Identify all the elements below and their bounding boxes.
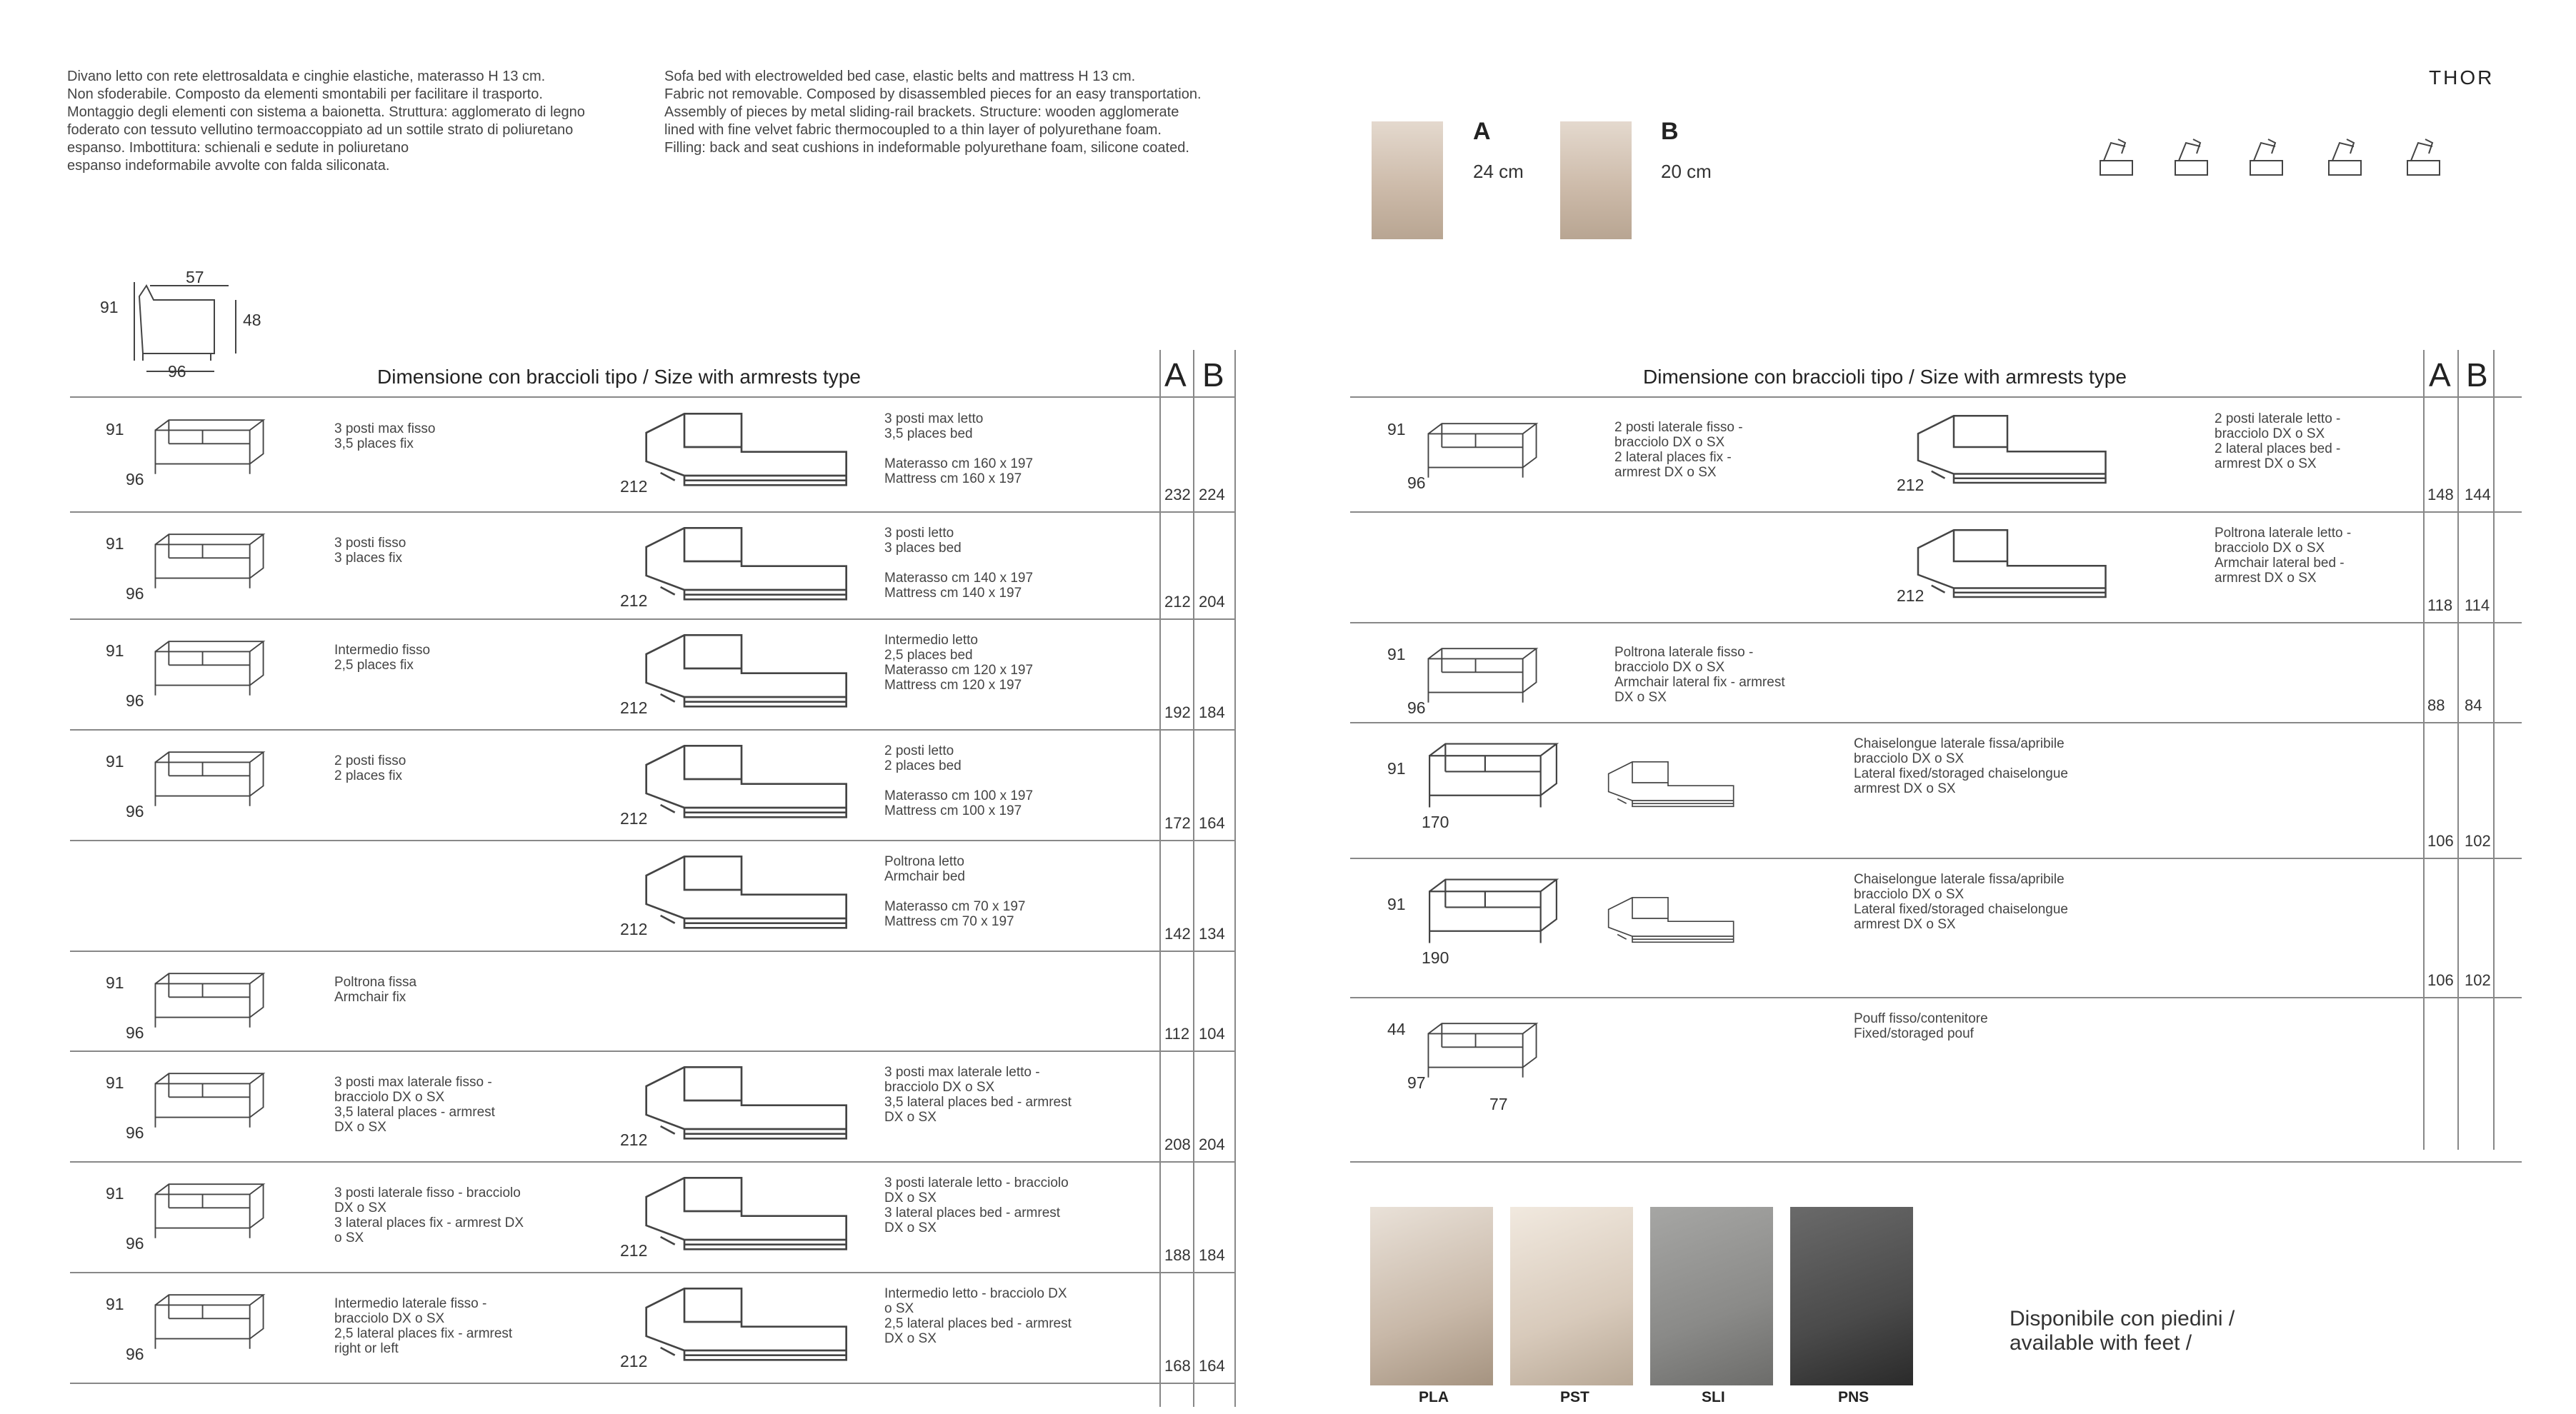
chaiselongue-open-icon xyxy=(1597,736,1739,829)
sofa-bed-icon xyxy=(627,1279,856,1365)
chaiselongue-open-icon xyxy=(1597,872,1739,965)
foot-swatch-pns xyxy=(1790,1207,1913,1385)
armrest-a-size: 24 cm xyxy=(1473,161,1524,182)
fixed-height-label: 91 xyxy=(106,1184,124,1203)
price-a: 188 xyxy=(1164,1246,1191,1264)
bed-depth-label: 212 xyxy=(620,698,648,717)
right-table-row xyxy=(1350,623,2522,723)
price-b: 164 xyxy=(1199,814,1225,832)
foot-swatch-pst xyxy=(1510,1207,1633,1385)
fixed-sofa-icon xyxy=(149,965,270,1036)
row-divider xyxy=(70,1383,1236,1384)
left-table-row xyxy=(70,841,1236,952)
bed-description: Intermedio letto - bracciolo DX o SX 2,5 lateral places bed - armrest DX o SX xyxy=(884,1286,1072,1346)
sofa-bed-drawing xyxy=(627,626,856,711)
fixed-depth-label: 96 xyxy=(126,1023,144,1042)
bed-depth-label: 212 xyxy=(620,1130,648,1149)
fixed-sofa-drawing xyxy=(149,411,270,483)
fixed-sofa-drawing xyxy=(1422,1011,1543,1090)
bed-depth-label: 212 xyxy=(620,809,648,828)
mechanism-step-5-icon xyxy=(2407,139,2440,175)
sofa-bed-drawing xyxy=(1900,404,2115,490)
chaiselongue-open-drawing xyxy=(1597,736,1739,829)
chaiselongue-drawing xyxy=(1422,872,1564,951)
fixed-depth-label: 96 xyxy=(1407,698,1426,717)
bed-description: Intermedio letto 2,5 places bed Materasso cm 120 x 197 Mattress cm 120 x 197 xyxy=(884,633,1034,693)
price-b: 224 xyxy=(1199,486,1225,503)
fixed-sofa-drawing xyxy=(149,1065,270,1136)
fixed-depth-label: 190 xyxy=(1422,948,1449,967)
price-b: 204 xyxy=(1199,1135,1225,1153)
sofa-bed-drawing xyxy=(627,518,856,604)
fixed-description: 3 posti max fisso 3,5 places fix xyxy=(334,421,436,451)
side-depth-top-label: 57 xyxy=(186,268,204,286)
armrest-b-letter: B xyxy=(1661,118,1679,145)
row-divider xyxy=(1350,1161,2522,1163)
chaiselongue-drawing xyxy=(1422,736,1564,815)
sofa-bed-icon xyxy=(627,1058,856,1143)
right-table-row xyxy=(1350,998,2522,1163)
fixed-height-label: 91 xyxy=(106,1073,124,1092)
bed-depth-label: 212 xyxy=(620,477,648,496)
armrest-b-size: 20 cm xyxy=(1661,161,1712,182)
price-a: 192 xyxy=(1164,703,1191,721)
foot-label-pst: PST xyxy=(1560,1389,1589,1405)
fixed-sofa-drawing xyxy=(149,526,270,597)
fixed-depth-label: 96 xyxy=(126,584,144,603)
bed-description: Chaiselongue laterale fissa/apribile bracciolo DX o SX Lateral fixed/storaged chaiselongue armrest DX o SX xyxy=(1854,736,2068,796)
sofa-bed-drawing xyxy=(627,847,856,933)
bed-description: Poltrona letto Armchair bed Materasso cm 70 x 197 Mattress cm 70 x 197 xyxy=(884,854,1026,929)
price-a: 106 xyxy=(2427,832,2454,850)
fixed-depth-label: 96 xyxy=(126,1234,144,1253)
fixed-height-label: 91 xyxy=(106,752,124,771)
side-height-label: 91 xyxy=(100,298,119,316)
fixed-sofa-icon xyxy=(1422,1011,1543,1090)
side-depth-label: 96 xyxy=(168,362,186,381)
price-b: 84 xyxy=(2465,696,2482,714)
intro-italian: Divano letto con rete elettrosaldata e cinghie elastiche, materasso H 13 cm. Non sfoderabile. Composto da elementi smontabili per facilitare il trasporto. Montaggio degli elementi con sistema a baionetta. Struttura: agglomerato di legno foderato con tessuto vellutino termoaccoppiato ad un sottile strato di poliuretano espanso. Imbottitura: schienali e sedute in poliuretano espanso indeformabile avvolte con falda siliconata. xyxy=(67,69,585,174)
bed-description: Chaiselongue laterale fissa/apribile bracciolo DX o SX Lateral fixed/storaged chaiselongue armrest DX o SX xyxy=(1854,872,2068,932)
mechanism-step-4-icon xyxy=(2329,139,2361,175)
fixed-height-label: 44 xyxy=(1387,1020,1406,1038)
fixed-depth-label: 96 xyxy=(126,802,144,821)
chaiselongue-icon xyxy=(1422,872,1564,951)
fixed-sofa-icon xyxy=(1422,411,1543,490)
right-table-header: Dimensione con braccioli tipo / Size with armrests type xyxy=(1643,366,2127,388)
left-table-row xyxy=(70,1273,1236,1384)
price-a: 168 xyxy=(1164,1357,1191,1375)
price-a: 118 xyxy=(2427,596,2453,614)
mechanism-step-2-icon xyxy=(2175,139,2207,175)
brand-title: THOR xyxy=(2429,66,2495,89)
right-size-table xyxy=(1350,350,2522,1150)
intro-english: Sofa bed with electrowelded bed case, elastic belts and mattress H 13 cm. Fabric not removable. Composed by disassembled pieces for an easy transportation. Assembly of pieces by metal sliding-rail brackets. Structure: wooden agglomerate lined with fine velvet fabric thermocoupled to a thin layer of polyurethane foam. Filling: back and seat cushions in indeformable polyurethane foam, silicone coated. xyxy=(664,69,1202,156)
bed-description: Pouff fisso/contenitore Fixed/storaged pouf xyxy=(1854,1011,1988,1041)
fixed-depth-label: 96 xyxy=(126,691,144,710)
fixed-height-label: 91 xyxy=(106,420,124,438)
foot-swatch-pla xyxy=(1370,1207,1493,1385)
fixed-height-label: 91 xyxy=(1387,645,1406,663)
price-a: 106 xyxy=(2427,971,2454,989)
price-a: 172 xyxy=(1164,814,1191,832)
price-a: 142 xyxy=(1164,925,1191,943)
price-a: 112 xyxy=(1164,1025,1190,1043)
bed-description: Poltrona laterale letto - bracciolo DX o SX Armchair lateral bed - armrest DX o SX xyxy=(2215,526,2352,586)
fixed-width-label: 77 xyxy=(1489,1095,1508,1113)
sofa-bed-icon xyxy=(627,736,856,822)
left-table-row xyxy=(70,620,1236,731)
fixed-depth-label: 97 xyxy=(1407,1073,1426,1092)
mechanism-step-3-icon xyxy=(2250,139,2282,175)
sofa-bed-drawing xyxy=(627,1168,856,1254)
fixed-description: 2 posti fisso 2 places fix xyxy=(334,753,406,783)
fixed-height-label: 91 xyxy=(106,641,124,660)
left-table-row xyxy=(70,952,1236,1052)
feet-availability-text: Disponibile con piedini / available with feet / xyxy=(2010,1307,2235,1355)
fixed-depth-label: 96 xyxy=(1407,473,1426,492)
sofa-bed-icon xyxy=(627,404,856,490)
fixed-description: Poltrona laterale fisso - bracciolo DX o SX Armchair lateral fix - armrest DX o SX xyxy=(1614,645,1785,705)
left-col-b-header: B xyxy=(1202,356,1224,393)
fixed-sofa-icon xyxy=(149,1065,270,1136)
price-b: 164 xyxy=(1199,1357,1225,1375)
left-table-row xyxy=(70,398,1236,513)
fixed-sofa-icon xyxy=(149,1286,270,1358)
bed-depth-label: 212 xyxy=(1897,476,1924,494)
sofa-bed-icon xyxy=(627,518,856,604)
price-b: 184 xyxy=(1199,1246,1225,1264)
bed-description: 2 posti letto 2 places bed Materasso cm 100 x 197 Mattress cm 100 x 197 xyxy=(884,743,1034,818)
sofa-bed-icon xyxy=(1900,404,2115,490)
sofa-bed-icon xyxy=(627,847,856,933)
fixed-sofa-icon xyxy=(1422,636,1543,715)
sofa-bed-drawing xyxy=(1900,518,2115,604)
bed-depth-label: 212 xyxy=(620,591,648,610)
fixed-height-label: 91 xyxy=(1387,895,1406,913)
fixed-description: Intermedio fisso 2,5 places fix xyxy=(334,643,431,673)
price-a: 232 xyxy=(1164,486,1191,503)
feet-section xyxy=(1370,1207,2513,1407)
fixed-depth-label: 170 xyxy=(1422,813,1449,831)
fixed-sofa-drawing xyxy=(149,1286,270,1358)
fixed-height-label: 91 xyxy=(106,534,124,553)
side-seat-label: 48 xyxy=(243,311,261,329)
price-a: 88 xyxy=(2427,696,2445,714)
right-table-row xyxy=(1350,513,2522,623)
fixed-depth-label: 96 xyxy=(126,470,144,488)
fixed-height-label: 91 xyxy=(106,973,124,992)
bed-description: 3 posti letto 3 places bed Materasso cm 140 x 197 Mattress cm 140 x 197 xyxy=(884,526,1034,601)
fixed-sofa-icon xyxy=(149,526,270,597)
left-table-row xyxy=(70,731,1236,841)
sofa-bed-drawing xyxy=(627,1058,856,1143)
armrest-b-photo xyxy=(1560,121,1632,239)
mechanism-step-1-icon xyxy=(2100,139,2132,175)
fixed-sofa-drawing xyxy=(149,1175,270,1247)
price-a: 208 xyxy=(1164,1135,1191,1153)
chaiselongue-open-drawing xyxy=(1597,872,1739,965)
fixed-depth-label: 96 xyxy=(126,1345,144,1363)
bed-description: 3 posti max letto 3,5 places bed Materasso cm 160 x 197 Mattress cm 160 x 197 xyxy=(884,411,1034,486)
price-a: 212 xyxy=(1164,593,1191,611)
mechanism-steps xyxy=(2097,129,2497,200)
bed-description: 2 posti laterale letto - bracciolo DX o SX 2 lateral places bed - armrest DX o SX xyxy=(2215,411,2341,471)
bed-depth-label: 212 xyxy=(1897,586,1924,605)
fixed-description: 2 posti laterale fisso - bracciolo DX o SX 2 lateral places fix - armrest DX o SX xyxy=(1614,420,1743,480)
left-table-row xyxy=(70,1163,1236,1273)
fixed-sofa-icon xyxy=(149,743,270,815)
left-col-a-header: A xyxy=(1164,356,1187,393)
fixed-sofa-icon xyxy=(149,633,270,704)
fixed-sofa-drawing xyxy=(149,965,270,1036)
price-b: 102 xyxy=(2465,832,2491,850)
fixed-description: 3 posti laterale fisso - bracciolo DX o SX 3 lateral places fix - armrest DX o SX xyxy=(334,1185,524,1245)
bed-depth-label: 212 xyxy=(620,920,648,938)
price-a: 148 xyxy=(2427,486,2454,503)
sofa-bed-icon xyxy=(1900,518,2115,604)
price-b: 102 xyxy=(2465,971,2491,989)
foot-swatch-sli xyxy=(1650,1207,1773,1385)
left-table-header: Dimensione con braccioli tipo / Size with armrests type xyxy=(377,366,861,388)
fixed-height-label: 91 xyxy=(1387,420,1406,438)
price-b: 184 xyxy=(1199,703,1225,721)
armrest-a-letter: A xyxy=(1473,118,1491,145)
sofa-bed-icon xyxy=(627,1168,856,1254)
sofa-bed-drawing xyxy=(627,736,856,822)
right-table-row xyxy=(1350,398,2522,513)
foot-label-pla: PLA xyxy=(1419,1389,1449,1405)
fixed-sofa-drawing xyxy=(1422,411,1543,490)
sofa-bed-icon xyxy=(627,626,856,711)
price-b: 114 xyxy=(2465,596,2490,614)
fixed-description: Poltrona fissa Armchair fix xyxy=(334,975,417,1005)
right-col-b-header: B xyxy=(2466,356,2488,393)
left-table-row xyxy=(70,1052,1236,1163)
right-table-row xyxy=(1350,859,2522,998)
fixed-sofa-drawing xyxy=(149,633,270,704)
left-table-row xyxy=(70,513,1236,620)
left-size-table xyxy=(70,350,1236,1407)
fixed-height-label: 91 xyxy=(106,1295,124,1313)
fixed-sofa-icon xyxy=(149,411,270,483)
price-b: 104 xyxy=(1199,1025,1225,1043)
right-table-row xyxy=(1350,723,2522,859)
price-b: 144 xyxy=(2465,486,2491,503)
fixed-description: Intermedio laterale fisso - bracciolo DX o SX 2,5 lateral places fix - armrest right or left xyxy=(334,1296,513,1356)
fixed-description: 3 posti fisso 3 places fix xyxy=(334,536,406,566)
right-col-a-header: A xyxy=(2429,356,2451,393)
fixed-sofa-drawing xyxy=(1422,636,1543,715)
bed-description: 3 posti laterale letto - bracciolo DX o SX 3 lateral places bed - armrest DX o SX xyxy=(884,1175,1069,1235)
foot-label-pns: PNS xyxy=(1838,1389,1869,1405)
armrest-a-photo xyxy=(1372,121,1443,239)
fixed-sofa-drawing xyxy=(149,743,270,815)
sofa-bed-drawing xyxy=(627,1279,856,1365)
fixed-sofa-icon xyxy=(149,1175,270,1247)
price-b: 134 xyxy=(1199,925,1225,943)
bed-depth-label: 212 xyxy=(620,1241,648,1260)
foot-label-sli: SLI xyxy=(1702,1389,1725,1405)
fixed-height-label: 91 xyxy=(1387,759,1406,778)
fixed-description: 3 posti max laterale fisso - bracciolo DX o SX 3,5 lateral places - armrest DX o SX xyxy=(334,1075,495,1135)
bed-description: 3 posti max laterale letto - bracciolo DX o SX 3,5 lateral places bed - armrest DX o SX xyxy=(884,1065,1072,1125)
sofa-bed-drawing xyxy=(627,404,856,490)
bed-depth-label: 212 xyxy=(620,1352,648,1370)
price-b: 204 xyxy=(1199,593,1225,611)
chaiselongue-icon xyxy=(1422,736,1564,815)
fixed-depth-label: 96 xyxy=(126,1123,144,1142)
